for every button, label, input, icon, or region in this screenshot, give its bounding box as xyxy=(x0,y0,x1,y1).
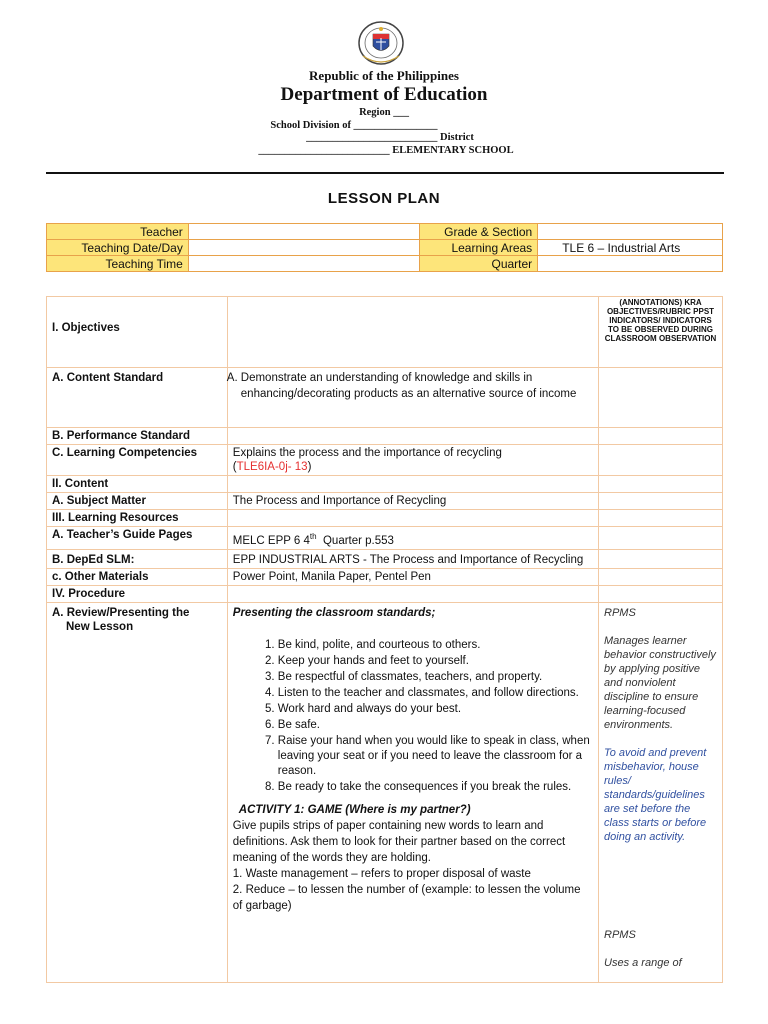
activity-item: 1. Waste management – refers to proper disposal of waste xyxy=(232,867,531,880)
republic-heading: Republic of the Philippines xyxy=(309,68,459,83)
annotation-cell xyxy=(599,493,723,510)
classroom-rule-item: 1. Be kind, polite, and courteous to others. xyxy=(278,638,593,653)
activity-title: ACTIVITY 1: GAME (Where is my partner?) xyxy=(238,803,471,816)
activity-text: Give pupils strips of paper containing new words to learn and definitions. Ask them to look for their partner based on the correct meaning of the words they are holding. xyxy=(232,819,566,864)
annotation-cell xyxy=(599,549,723,568)
teachers-guide-label: A. Teacher’s Guide Pages xyxy=(47,527,228,550)
deped-seal-icon xyxy=(356,20,406,66)
annotation-cell xyxy=(599,428,723,445)
other-materials-row xyxy=(47,568,723,585)
teaching-date-label: Teaching Date/Day xyxy=(47,240,189,256)
classroom-rule-item: 8. Be ready to take the consequences if you break the rules. xyxy=(278,780,593,795)
competencies-label: C. Learning Competencies xyxy=(47,445,228,476)
department-heading: Department of Education xyxy=(280,84,488,105)
classroom-rule-item: 5. Work hard and always do your best. xyxy=(278,702,593,717)
info-table xyxy=(46,223,723,272)
annotation-cell xyxy=(599,568,723,585)
classroom-rule-item: 3. Be respectful of classmates, teachers, and property. xyxy=(278,670,593,685)
content-cell xyxy=(227,476,598,493)
performance-standard-cell xyxy=(227,428,598,445)
learning-resources-label: III. Learning Resources xyxy=(47,510,228,527)
school-line: _________________________ ELEMENTARY SCHOOL xyxy=(258,145,514,156)
teachers-guide-text: MELC EPP 6 4 xyxy=(232,534,310,547)
teacher-label: Teacher xyxy=(47,224,189,240)
teaching-date-field[interactable] xyxy=(188,240,420,256)
rpms-text: Uses a range of xyxy=(604,956,682,969)
learning-resources-row xyxy=(47,510,723,527)
annotation-cell xyxy=(599,527,723,550)
content-standard-cell xyxy=(227,368,598,428)
content-standard-text: Demonstrate an understanding of knowledge and skills in enhancing/decorating products as an alternative source of income xyxy=(240,372,577,400)
grade-section-label: Grade & Section xyxy=(420,224,538,240)
classroom-rule-item: 2. Keep your hands and feet to yourself. xyxy=(278,654,593,669)
learning-areas-label: Learning Areas xyxy=(420,240,538,256)
quarter-label: Quarter xyxy=(420,256,538,272)
annotation-cell xyxy=(599,445,723,476)
header-divider xyxy=(46,172,724,174)
subject-matter-label: A. Subject Matter xyxy=(47,493,228,510)
subject-matter-row xyxy=(47,493,723,510)
grade-section-field[interactable] xyxy=(538,224,723,240)
rpms-text: Manages learner behavior constructively by applying positive and nonviolent discipline to ensure learning-focused environments. xyxy=(604,634,716,731)
competencies-code: TLE6IA-0j- 13 xyxy=(236,461,308,473)
content-label: II. Content xyxy=(47,476,228,493)
procedure-row xyxy=(47,585,723,602)
procedure-label: IV. Procedure xyxy=(47,585,228,602)
other-materials-value: Power Point, Manila Paper, Pentel Pen xyxy=(227,568,598,585)
learning-areas-field[interactable]: TLE 6 – Industrial Arts xyxy=(538,240,723,256)
info-row xyxy=(47,240,723,256)
objectives-row xyxy=(47,297,723,368)
classroom-rules-list xyxy=(260,638,593,795)
annotations-header: (ANNOTATIONS) KRA OBJECTIVES/RUBRIC PPST INDICATORS/ INDICATORS TO BE OBSERVED DURING CLASSROOM OBSERVATION xyxy=(599,297,723,368)
performance-standard-label: B. Performance Standard xyxy=(47,428,228,445)
page-title: LESSON PLAN xyxy=(327,190,441,207)
review-row xyxy=(47,602,723,982)
content-row xyxy=(47,476,723,493)
content-standard-label: A. Content Standard xyxy=(47,368,228,428)
teacher-field[interactable] xyxy=(188,224,420,240)
activity-item: 2. Reduce – to lessen the number of (example: to lessen the volume of garbage) xyxy=(232,883,581,912)
teachers-guide-row xyxy=(47,527,723,550)
region-line: Region ___ xyxy=(359,107,409,118)
teaching-time-field[interactable] xyxy=(188,256,420,272)
teachers-guide-sup: th xyxy=(309,532,317,541)
competencies-paren-open: ( xyxy=(232,461,237,473)
content-standard-prefix: A. xyxy=(226,372,238,384)
slm-value: EPP INDUSTRIAL ARTS - The Process and Importance of Recycling xyxy=(227,549,598,568)
classroom-rule-item: 7. Raise your hand when you would like to speak in class, when leaving your seat or if you need to leave the classroom for a reason. xyxy=(278,734,593,779)
competencies-cell xyxy=(227,445,598,476)
annotation-cell xyxy=(599,585,723,602)
teaching-time-label: Teaching Time xyxy=(47,256,189,272)
rpms-label: RPMS xyxy=(604,928,636,941)
teachers-guide-quarter: Quarter p.553 xyxy=(316,534,394,547)
annotation-cell xyxy=(599,510,723,527)
teachers-guide-cell xyxy=(227,527,598,550)
quarter-field[interactable] xyxy=(538,256,723,272)
district-line: _________________________ District xyxy=(306,132,474,143)
competencies-row xyxy=(47,445,723,476)
annotation-cell xyxy=(599,476,723,493)
annotation-cell xyxy=(599,368,723,428)
info-row xyxy=(47,224,723,240)
objectives-cell xyxy=(227,297,598,368)
subject-matter-value: The Process and Importance of Recycling xyxy=(227,493,598,510)
procedure-cell xyxy=(227,585,598,602)
competencies-paren-close: ) xyxy=(307,461,312,473)
other-materials-label: c. Other Materials xyxy=(47,568,228,585)
classroom-rule-item: 4. Listen to the teacher and classmates, and follow directions. xyxy=(278,686,593,701)
lesson-plan-table xyxy=(46,296,723,983)
learning-resources-cell xyxy=(227,510,598,527)
classroom-rule-item: 6. Be safe. xyxy=(278,718,593,733)
review-label-continued: New Lesson xyxy=(66,620,134,633)
rpms-annotation-cell xyxy=(599,602,723,982)
performance-standard-row xyxy=(47,428,723,445)
review-label: A. Review/Presenting the xyxy=(52,606,190,619)
review-label-cell xyxy=(47,602,228,982)
division-line: School Division of ________________ xyxy=(270,120,438,131)
presenting-title: Presenting the classroom standards; xyxy=(232,606,436,619)
slm-label: B. DepEd SLM: xyxy=(47,549,228,568)
rpms-note: To avoid and prevent misbehavior, house rules/ standards/guidelines are set before the class starts or before doing an activity. xyxy=(604,746,707,843)
content-standard-row xyxy=(47,368,723,428)
slm-row xyxy=(47,549,723,568)
rpms-label: RPMS xyxy=(604,606,636,619)
info-row xyxy=(47,256,723,272)
review-content xyxy=(227,602,598,982)
objectives-label: I. Objectives xyxy=(47,297,228,368)
competencies-text: Explains the process and the importance of recycling xyxy=(232,447,502,459)
